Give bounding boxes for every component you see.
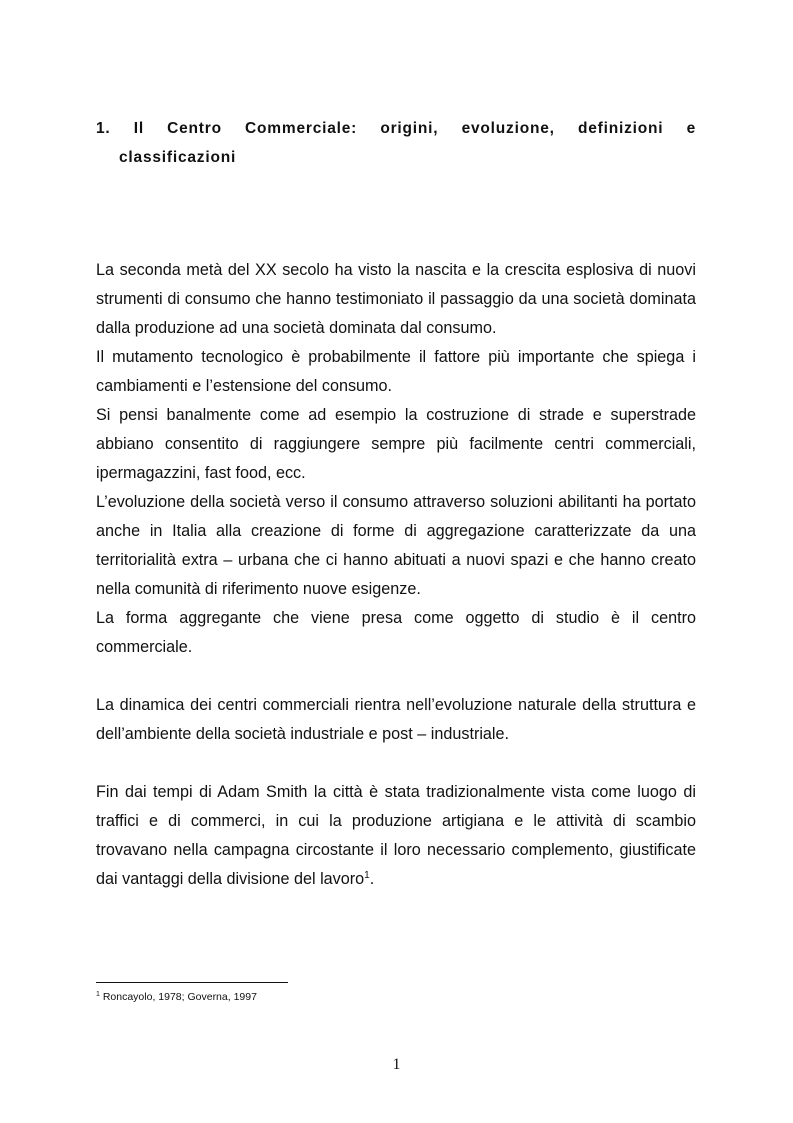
paragraph-5: La forma aggregante che viene presa come oggetto di studio è il centro commerciale. bbox=[96, 609, 696, 656]
paragraph-spacer bbox=[96, 662, 696, 691]
paragraph-6: La dinamica dei centri commerciali rientra nell’evoluzione naturale della struttura e dell’ambiente della società industriale e post – industriale. bbox=[96, 696, 696, 743]
paragraph-3: Si pensi banalmente come ad esempio la costruzione di strade e superstrade abbiano consentito di raggiungere sempre più facilmente centri commerciali, ipermagazzini, fast food, ecc. bbox=[96, 406, 696, 482]
chapter-heading-line-2: classificazioni bbox=[119, 149, 237, 166]
paragraph-1: La seconda metà del XX secolo ha visto la nascita e la crescita esplosiva di nuovi strumenti di consumo che hanno testimoniato il passaggio da una società dominata dalla produzione ad una società dominata dal consumo. bbox=[96, 261, 696, 337]
paragraph-2: Il mutamento tecnologico è probabilmente il fattore più importante che spiega i cambiamenti e l’estensione del consumo. bbox=[96, 348, 696, 395]
footnote bbox=[96, 990, 257, 1004]
body-text bbox=[96, 256, 696, 894]
paragraph-spacer bbox=[96, 749, 696, 778]
chapter-heading bbox=[96, 114, 696, 172]
footnote-separator bbox=[96, 982, 288, 983]
footnote-marker: 1 bbox=[96, 991, 100, 998]
paragraph-7: Fin dai tempi di Adam Smith la città è stata tradizionalmente vista come luogo di traffici e di commerci, in cui la produzione artigiana e le attività di scambio trovavano nella campagna circostante il loro necessario complemento, giustificate dai vantaggi della divisione del lavoro$^1$. bbox=[96, 783, 696, 888]
paragraph-7-text: Fin dai tempi di Adam Smith la città è stata tradizionalmente vista come luogo di traffici e di commerci, in cui la produzione artigiana e le attività di scambio trovavano nella campagna circostante il loro necessario complemento, giustificate dai vantaggi della divisione del lavoro bbox=[96, 783, 696, 888]
paragraph-4: L’evoluzione della società verso il consumo attraverso soluzioni abilitanti ha portato anche in Italia alla creazione di forme di aggregazione caratterizzate da una territorialità extra – urbana che ci hanno abituati a nuovi spazi e che hanno creato nella comunità di riferimento nuove esigenze. bbox=[96, 493, 696, 598]
page-number: 1 bbox=[392, 1056, 401, 1073]
footnote-text: Roncayolo, 1978; Governa, 1997 bbox=[102, 991, 257, 1003]
chapter-heading-line-1: 1. Il Centro Commerciale: origini, evoluzione, definizioni e bbox=[96, 120, 696, 137]
footnote-reference: 1 bbox=[364, 870, 370, 881]
